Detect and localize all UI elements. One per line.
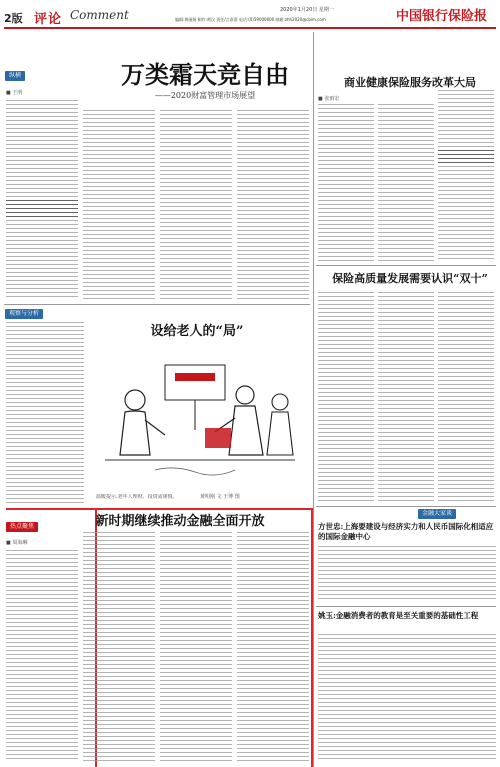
right-top-bold-block [438,150,494,164]
lower-article-title: 新时期继续推动金融全面开放 [95,514,265,529]
cartoon-title: 设给老人的“局” [150,324,244,339]
right-mid-col-1 [318,292,374,502]
cartoon-caption: 温暖提示,老年人理财、投资需谨慎。 [96,494,178,500]
page-number: 2版 [4,12,23,25]
lower-col-2 [83,532,155,762]
right-mid-rule [316,265,496,266]
section-label-en: Comment [70,8,129,22]
main-bottom-rule [4,304,310,305]
right-mid-col-2 [378,292,434,502]
main-col-2 [83,110,155,300]
main-col-4 [237,110,309,300]
main-col-3 [160,110,232,300]
section-label-cn: 评论 [34,12,63,27]
cartoon-drawing [95,340,310,490]
right-top-col-1 [318,104,374,262]
section-tag-right: 金融大家谈 [418,509,456,519]
section-tag-lower: 热点聚焦 [6,522,38,532]
right-lower2-rule [316,606,496,607]
header-rule [4,27,496,29]
main-col-1-bold [6,200,78,220]
right-top-col-3 [438,90,494,262]
right-lower-rule [316,506,496,507]
right-top-byline: ■ 张雨宏 [318,96,340,102]
right-top-title: 商业健康保险服务改革大局 [344,76,476,89]
lower-col-4 [237,532,309,762]
right-lower1-text [318,546,496,602]
right-lower2-title: 姚玉:金融消费者的教育是至关重要的基础性工程 [318,611,479,620]
right-mid-title: 保险高质量发展需要认识“双十” [332,272,488,285]
right-lower1-title: 方世忠:上海要建设与经济实力和人民币国际化相适应的国际金融中心 [318,522,494,541]
right-top-col-2 [378,104,434,262]
lower-article-byline: ■ 周海琳 [6,540,28,546]
divider-main-right [313,32,314,767]
main-article-title: 万类霜天竞自由 [121,60,289,89]
right-mid-col-3 [438,292,494,502]
cartoon-illustration [95,340,310,490]
section-tag-opinion: 观察与分析 [5,309,43,319]
right-lower2-text [318,634,496,762]
paper-name: 中国银行保险报 [396,9,488,24]
lower-col-3 [160,532,232,762]
cartoon-signature: 黄明刚 文 王博 图 [200,494,240,500]
opinion-text [6,322,84,504]
main-article-subtitle: ——2020财富管理市场展望 [154,91,256,100]
editor-line: 编辑:黄丽娟 制作:黄汉 责任/言嘉嘉 电话:(0)59000000 邮箱:zhh2020@cbim.com [175,17,326,22]
lower-col-1 [6,550,78,762]
date-line: 2020年1月20日 星期一 [280,7,334,13]
main-article-byline: ■ 王明 [6,90,23,96]
section-tag-main: 纵横 [5,71,25,81]
